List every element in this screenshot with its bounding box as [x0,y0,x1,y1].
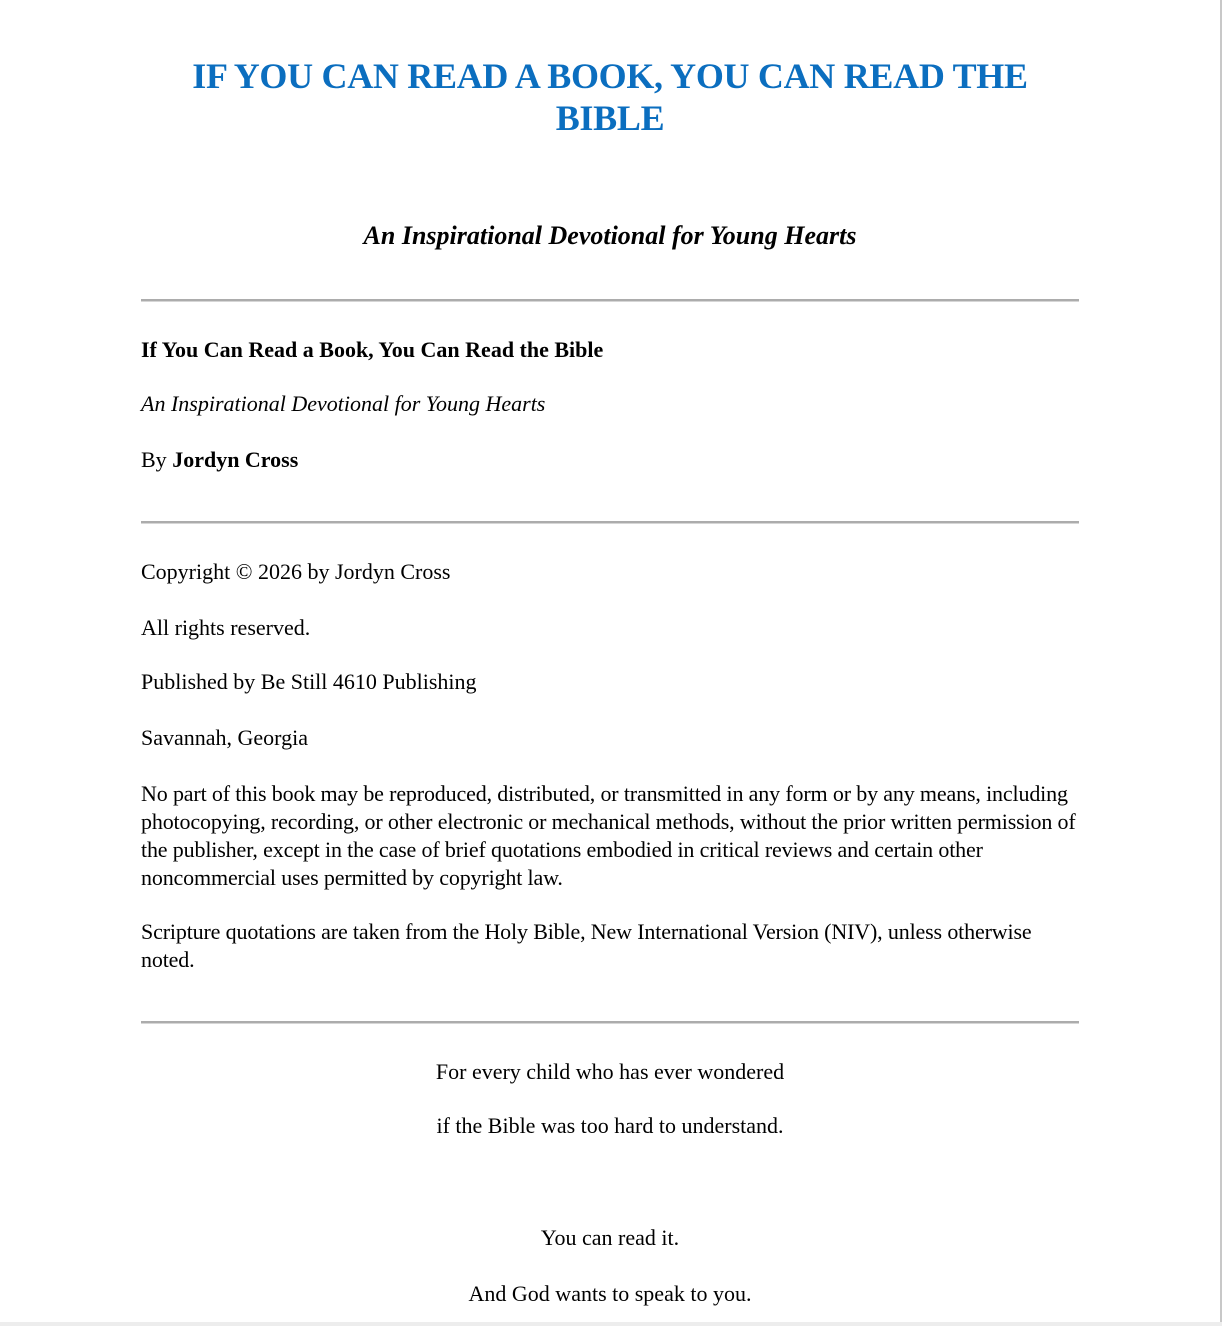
dedication-line: You can read it. [540,1225,680,1250]
page-subtitle: An Inspirational Devotional for Young Hearts [363,221,857,250]
rights-line: All rights reserved. [141,615,311,640]
divider-3 [141,1021,1079,1024]
author-name: Jordyn Cross [172,447,299,472]
divider-1 [141,299,1079,302]
dedication-line: if the Bible was too hard to understand. [436,1113,784,1138]
dedication-line: And God wants to speak to you. [468,1281,752,1306]
copyright-line: Copyright © 2026 by Jordyn Cross [141,559,451,584]
scripture-notice: Scripture quotations are taken from the Holy Bible, New International Version (NIV), unless otherwise noted. [141,919,1032,972]
dedication-line: For every child who has ever wondered [435,1059,785,1084]
divider-2 [141,521,1079,524]
by-prefix: By [141,447,167,472]
publisher-line: Published by Be Still 4610 Publishing [141,669,477,694]
page-title: IF YOU CAN READ A BOOK, YOU CAN READ THE BIBLE [192,56,1028,138]
author-line [141,446,298,474]
book-subtitle-line: An Inspirational Devotional for Young Hearts [141,391,546,416]
book-title-line: If You Can Read a Book, You Can Read the Bible [141,337,604,362]
location-line: Savannah, Georgia [141,725,308,750]
legal-notice: No part of this book may be reproduced, distributed, or transmitted in any form or by any means, including photocopying, recording, or other electronic or mechanical methods, without the prior written permission of the publisher, except in the case of brief quotations embodied in critical reviews and certain other noncommercial uses permitted by copyright law. [141,781,1076,890]
window-bottom-edge [0,1322,1222,1326]
